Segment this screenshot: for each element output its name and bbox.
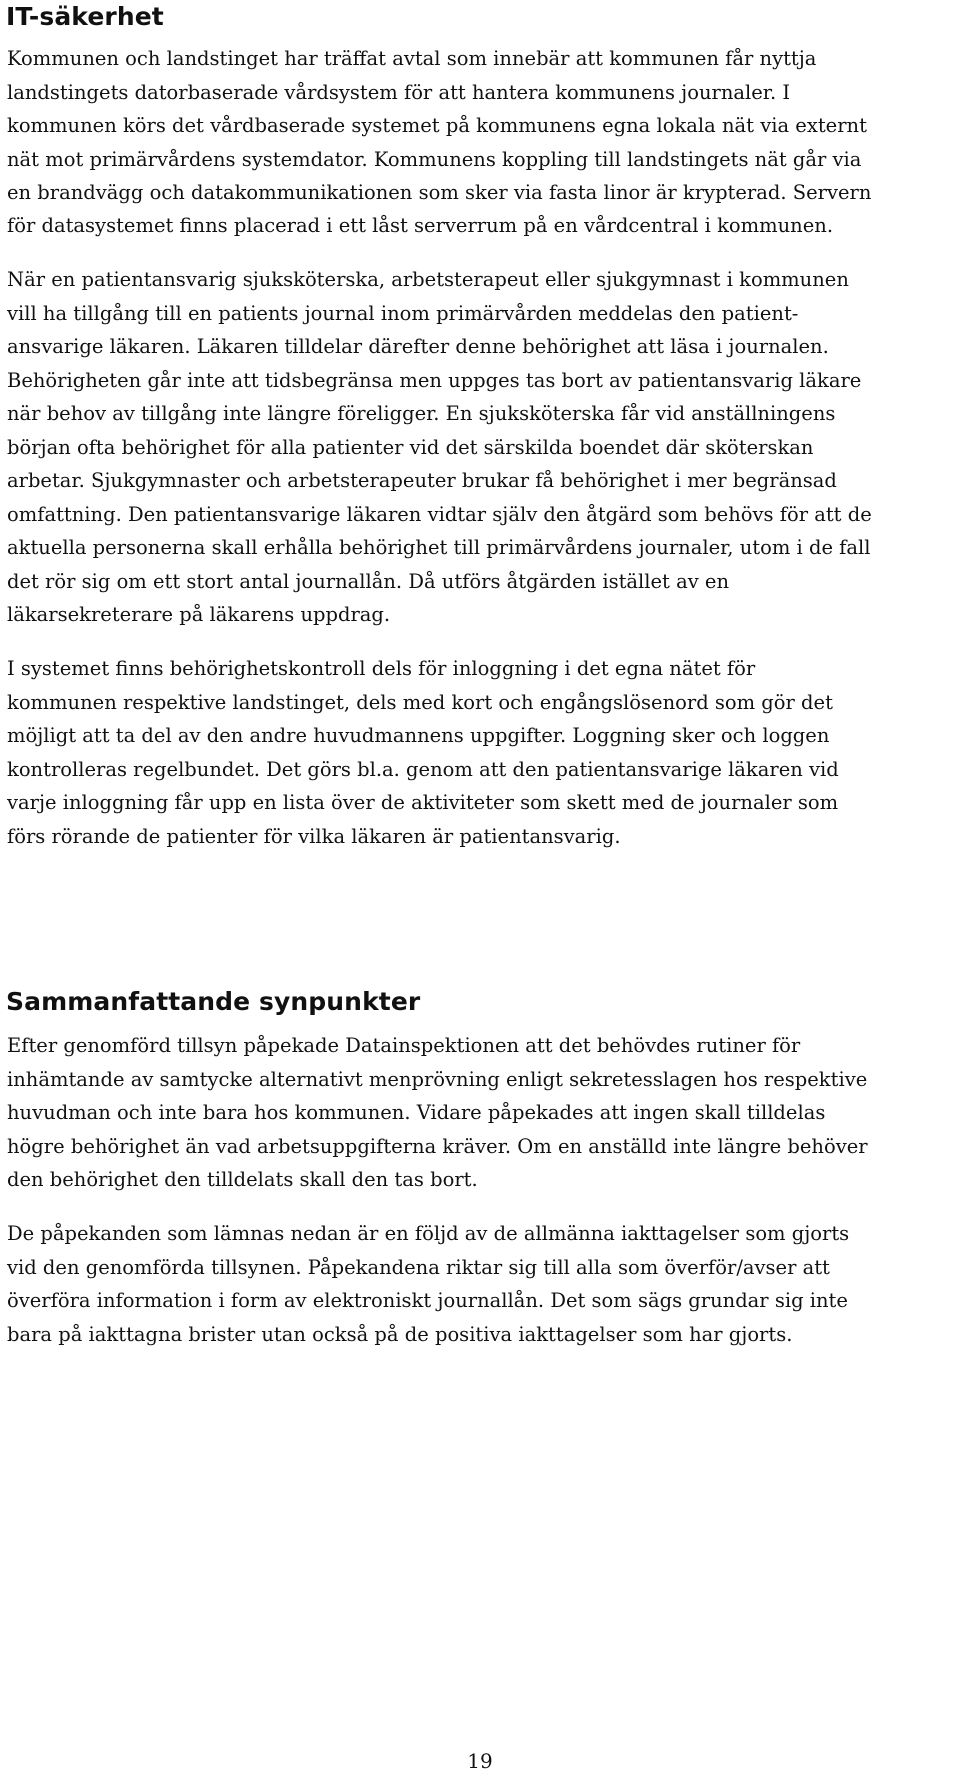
section-heading-sammanfattande-synpunkter: Sammanfattande synpunkter [6, 987, 421, 1016]
text-line: det rör sig om ett stort antal journallån. Då utförs åtgärden istället av en [7, 570, 730, 593]
text-line: vid den genomförda tillsynen. Påpekandena riktar sig till alla som överför/avser att [7, 1256, 830, 1279]
text-line: arbetar. Sjukgymnaster och arbetsterapeuter brukar få behörighet i mer begränsad [7, 469, 837, 492]
text-line: Efter genomförd tillsyn påpekade Datainspektionen att det behövdes rutiner för [7, 1034, 801, 1057]
text-line: en brandvägg och datakommunikationen som sker via fasta linor är krypterad. Servern [7, 181, 872, 204]
text-line: den behörighet den tilldelats skall den tas bort. [7, 1168, 478, 1191]
text-line: aktuella personerna skall erhålla behörighet till primärvårdens journaler, utom i de fall [7, 536, 871, 559]
text-line: kommunen körs det vårdbaserade systemet på kommunens egna lokala nät via externt [7, 114, 867, 137]
text-line: nät mot primärvårdens systemdator. Kommunens koppling till landstingets nät går via [7, 148, 862, 171]
text-line: Kommunen och landstinget har träffat avtal som innebär att kommunen får nyttja [7, 47, 817, 70]
text-line: möjligt att ta del av den andre huvudmannens uppgifter. Loggning sker och loggen [7, 724, 830, 747]
text-line: inhämtande av samtycke alternativt menprövning enligt sekretesslagen hos respektive [7, 1068, 868, 1091]
text-line: högre behörighet än vad arbetsuppgifterna kräver. Om en anställd inte längre behöver [7, 1135, 868, 1158]
text-line: början ofta behörighet för alla patienter vid det särskilda boendet där sköterskan [7, 436, 814, 459]
text-line: Behörigheten går inte att tidsbegränsa men uppges tas bort av patientansvarig läkare [7, 369, 862, 392]
text-line: vill ha tillgång till en patients journal inom primärvården meddelas den patient- [7, 302, 799, 325]
text-line: läkarsekreterare på läkarens uppdrag. [7, 603, 391, 626]
text-line: ansvarige läkaren. Läkaren tilldelar därefter denne behörighet att läsa i journalen. [7, 335, 829, 358]
text-line: kontrolleras regelbundet. Det görs bl.a. genom att den patientansvarige läkaren vid [7, 758, 839, 781]
text-line: omfattning. Den patientansvarige läkaren vidtar själv den åtgärd som behövs för att de [7, 503, 872, 526]
section-heading-it-sakerhet: IT-säkerhet [6, 2, 164, 31]
text-line: I systemet finns behörighetskontroll dels för inloggning i det egna nätet för [7, 657, 756, 680]
text-line: när behov av tillgång inte längre föreligger. En sjuksköterska får vid anställningens [7, 402, 836, 425]
page-number: 19 [467, 1749, 493, 1773]
text-line: kommunen respektive landstinget, dels med kort och engångslösenord som gör det [7, 691, 833, 714]
text-line: landstingets datorbaserade vårdsystem för att hantera kommunens journaler. I [7, 81, 791, 104]
text-line: överföra information i form av elektroniskt journallån. Det som sägs grundar sig inte [7, 1289, 848, 1312]
text-line: huvudman och inte bara hos kommunen. Vidare påpekades att ingen skall tilldelas [7, 1101, 826, 1124]
text-line: De påpekanden som lämnas nedan är en följd av de allmänna iakttagelser som gjorts [7, 1222, 850, 1245]
text-line: När en patientansvarig sjuksköterska, arbetsterapeut eller sjukgymnast i kommunen [7, 268, 849, 291]
text-line: bara på iakttagna brister utan också på de positiva iakttagelser som har gjorts. [7, 1323, 793, 1346]
text-line: för datasystemet finns placerad i ett låst serverrum på en vårdcentral i kommunen. [7, 214, 834, 237]
text-line: förs rörande de patienter för vilka läkaren är patientansvarig. [7, 825, 621, 848]
text-line: varje inloggning får upp en lista över de aktiviteter som skett med de journaler som [7, 791, 839, 814]
